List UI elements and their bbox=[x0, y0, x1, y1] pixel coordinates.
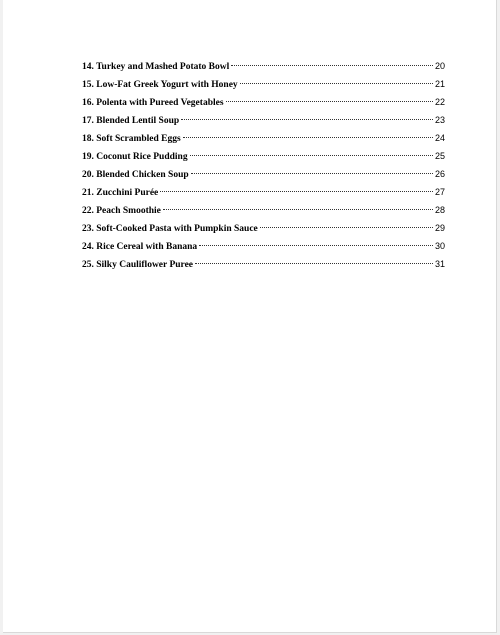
toc-entry-title: 17. Blended Lentil Soup bbox=[82, 116, 180, 126]
toc-entry-page: 30 bbox=[434, 241, 445, 251]
toc-entry-page: 27 bbox=[434, 187, 445, 197]
toc-entry-title: 23. Soft-Cooked Pasta with Pumpkin Sauce bbox=[82, 224, 258, 234]
toc-entry-page: 26 bbox=[434, 169, 445, 179]
toc-entry-page: 20 bbox=[434, 61, 445, 71]
toc-entry-title: 25. Silky Cauliflower Puree bbox=[82, 260, 194, 270]
dot-leader bbox=[183, 137, 433, 138]
dot-leader bbox=[195, 263, 433, 264]
dot-leader bbox=[231, 65, 433, 66]
toc-entry-title: 19. Coconut Rice Pudding bbox=[82, 152, 188, 162]
toc-entry[interactable] bbox=[82, 219, 445, 237]
toc-entry-page: 28 bbox=[434, 205, 445, 215]
toc-entry-page: 22 bbox=[434, 97, 445, 107]
toc-entry[interactable] bbox=[82, 93, 445, 111]
toc-entry-title: 21. Zucchini Purée bbox=[82, 188, 159, 198]
toc-entry[interactable] bbox=[82, 111, 445, 129]
toc-entry[interactable] bbox=[82, 57, 445, 75]
toc-entry[interactable] bbox=[82, 183, 445, 201]
dot-leader bbox=[260, 227, 433, 228]
toc-entry-page: 23 bbox=[434, 115, 445, 125]
dot-leader bbox=[160, 191, 433, 192]
document-page bbox=[3, 0, 497, 633]
toc-entry-page: 25 bbox=[434, 151, 445, 161]
dot-leader bbox=[191, 173, 433, 174]
dot-leader bbox=[199, 245, 433, 246]
dot-leader bbox=[190, 155, 433, 156]
toc-entry[interactable] bbox=[82, 255, 445, 273]
toc-entry[interactable] bbox=[82, 201, 445, 219]
dot-leader bbox=[226, 101, 433, 102]
toc-entry[interactable] bbox=[82, 147, 445, 165]
dot-leader bbox=[181, 119, 433, 120]
toc-entry-title: 16. Polenta with Pureed Vegetables bbox=[82, 98, 224, 108]
toc-entry-title: 18. Soft Scrambled Eggs bbox=[82, 134, 181, 144]
dot-leader bbox=[240, 83, 433, 84]
toc-entry-title: 24. Rice Cereal with Banana bbox=[82, 242, 198, 252]
toc-entry-page: 24 bbox=[434, 133, 445, 143]
toc-entry[interactable] bbox=[82, 75, 445, 93]
toc-entry-title: 20. Blended Chicken Soup bbox=[82, 170, 189, 180]
toc-entry-page: 29 bbox=[434, 223, 445, 233]
toc-entry[interactable] bbox=[82, 237, 445, 255]
toc-entry[interactable] bbox=[82, 129, 445, 147]
toc-entry-title: 14. Turkey and Mashed Potato Bowl bbox=[82, 62, 230, 72]
toc-entry-page: 21 bbox=[434, 79, 445, 89]
toc-entry-page: 31 bbox=[434, 259, 445, 269]
dot-leader bbox=[163, 209, 433, 210]
toc-entry-title: 22. Peach Smoothie bbox=[82, 206, 161, 216]
table-of-contents bbox=[82, 57, 445, 273]
toc-entry[interactable] bbox=[82, 165, 445, 183]
toc-entry-title: 15. Low-Fat Greek Yogurt with Honey bbox=[82, 80, 238, 90]
